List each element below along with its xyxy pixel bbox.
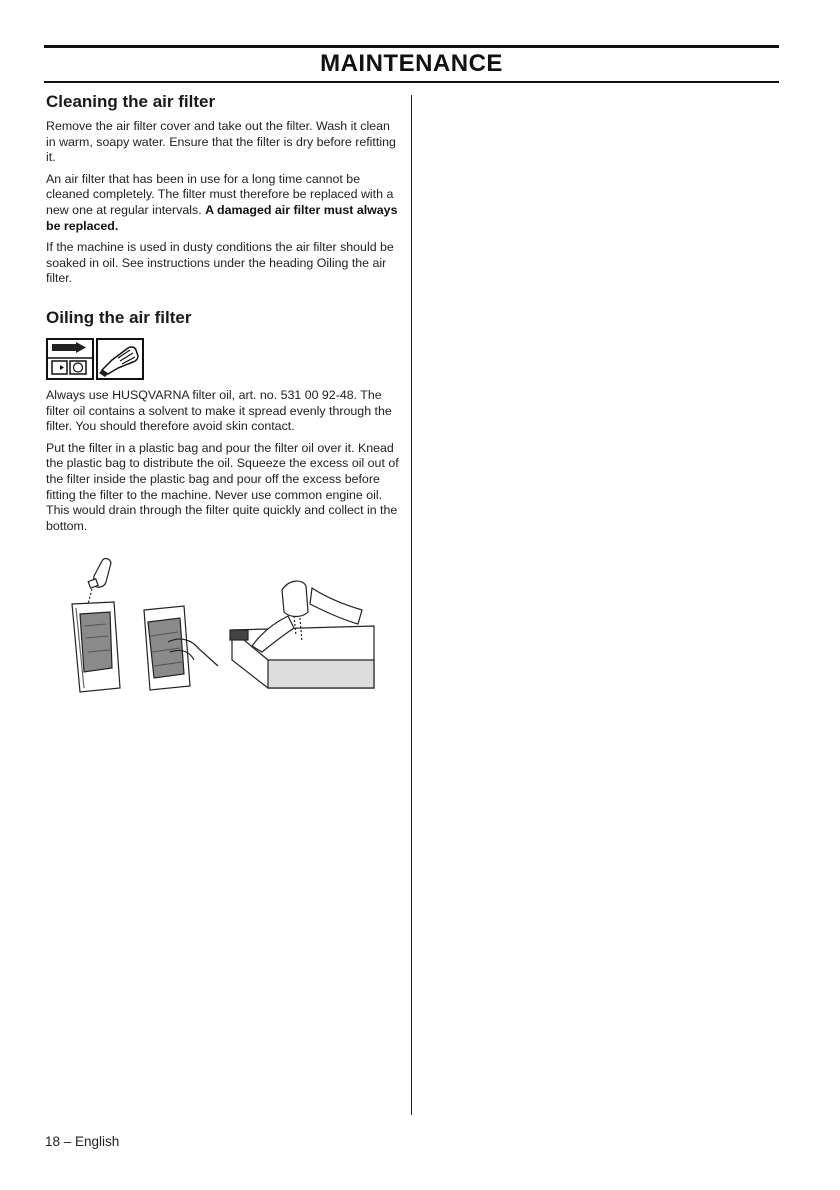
tray-with-hands	[230, 581, 374, 688]
pictogram-row	[46, 338, 400, 382]
section-oiling	[46, 308, 400, 540]
section-cleaning	[46, 92, 400, 293]
oiling-paragraph-1: Always use HUSQVARNA filter oil, art. no. 531 00 92-48. The filter oil contains a solvent to make it spread evenly through the filter. You should therefore avoid skin contact.	[46, 388, 392, 434]
cleaning-paragraph-2	[46, 172, 400, 234]
oil-pour-filter-icon	[46, 338, 94, 380]
page-footer: 18 – English	[45, 1134, 120, 1149]
cleaning-paragraph-2-text: An air filter that has been in use for a long time cannot be cleaned completely. The filter must therefore be replaced with a new one at regular intervals.	[46, 171, 394, 217]
oiling-paragraph-2: Put the filter in a plastic bag and pour the filter oil over it. Knead the plastic bag to distribute the oil. Squeeze the excess oil out of the filter inside the plastic bag and pour off the excess before fitting the filter to the machine. Never use common engine oil. This would drain through the filter quite quickly and collect in the bottom.	[46, 440, 399, 533]
cleaning-paragraph-1: Remove the air filter cover and take out the filter. Wash it clean in warm, soapy water. Ensure that the filter is dry before refitting it.	[46, 119, 396, 165]
cleaning-warning-bold: A damaged air filter must always be replaced.	[46, 202, 398, 233]
section-heading-cleaning: Cleaning the air filter	[46, 92, 216, 111]
bag-with-filter-2	[144, 606, 218, 690]
header-rule-top	[44, 45, 779, 48]
page-title: MAINTENANCE	[320, 50, 503, 77]
oil-bottle	[88, 559, 111, 604]
section-heading-oiling: Oiling the air filter	[46, 308, 192, 327]
gloves-icon	[96, 338, 144, 380]
header-rule-bottom	[44, 81, 779, 83]
cleaning-paragraph-3: If the machine is used in dusty conditions the air filter should be soaked in oil. See instructions under the heading Oiling the air filter.	[46, 240, 394, 286]
oiling-procedure-illustration	[62, 556, 380, 694]
column-divider	[411, 95, 412, 1115]
bag-with-filter-1	[72, 602, 120, 692]
